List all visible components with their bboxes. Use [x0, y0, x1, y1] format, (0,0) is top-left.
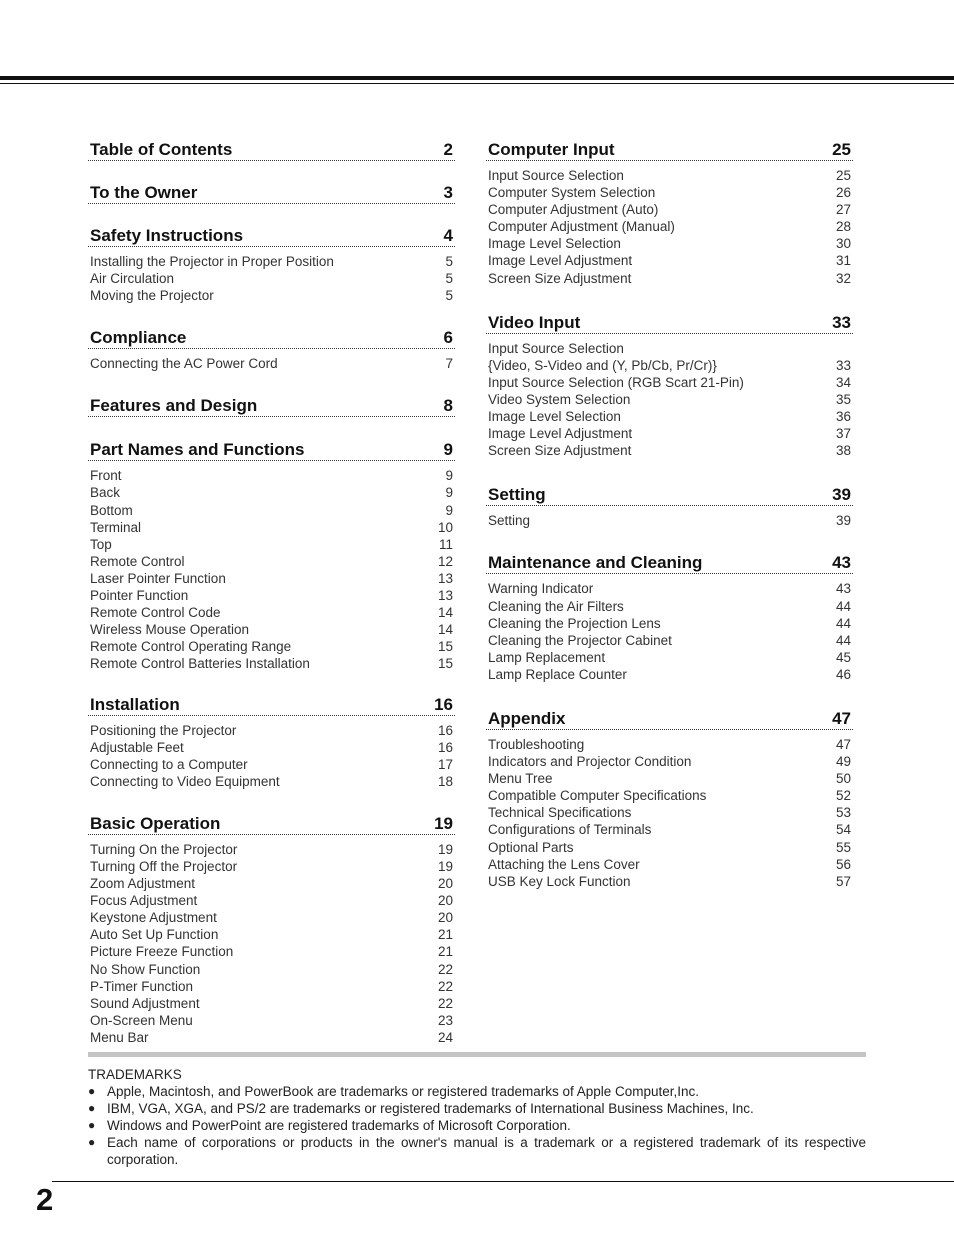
entry-page: 5 — [445, 254, 453, 269]
entry-label: Lamp Replace Counter — [488, 666, 627, 682]
entry-page: 20 — [437, 893, 453, 909]
toc-section-compliance — [88, 324, 455, 372]
toc-entry[interactable] — [90, 253, 453, 270]
toc-entry[interactable] — [488, 270, 851, 287]
entry-label: Adjustable Feet — [90, 739, 184, 755]
toc-section-to-the-owner — [88, 179, 455, 204]
entry-page: 44 — [835, 615, 851, 631]
toc-entry[interactable] — [488, 425, 851, 442]
entry-label: Keystone Adjustment — [90, 910, 217, 926]
toc-entry[interactable] — [488, 770, 851, 787]
header-rule-thin — [0, 83, 954, 84]
trademark-item — [88, 1134, 866, 1168]
toc-entry[interactable] — [488, 753, 851, 770]
section-items — [88, 247, 455, 304]
toc-entry[interactable] — [90, 961, 453, 978]
entry-label: {Video, S-Video and (Y, Pb/Cb, Pr/Cr)} — [488, 357, 717, 373]
toc-entry[interactable] — [488, 804, 851, 821]
toc-section-table-of-contents — [88, 136, 455, 161]
toc-entry[interactable] — [488, 218, 851, 235]
entry-label: Screen Size Adjustment — [488, 443, 632, 459]
toc-entry[interactable] — [488, 580, 851, 597]
toc-entry[interactable] — [488, 512, 851, 529]
section-heading[interactable] — [486, 309, 853, 334]
entry-label: Auto Set Up Function — [90, 927, 219, 943]
toc-entry[interactable] — [90, 502, 453, 519]
entry-label: Air Circulation — [90, 271, 175, 287]
section-heading[interactable] — [88, 179, 455, 204]
entry-label: P-Timer Function — [90, 978, 194, 994]
section-page: 3 — [443, 183, 453, 202]
entry-page: 20 — [437, 910, 453, 926]
entry-label: Indicators and Projector Condition — [488, 754, 692, 770]
section-items — [88, 716, 455, 790]
toc-entry[interactable] — [90, 773, 453, 790]
entry-page: 18 — [437, 773, 453, 789]
entry-page: 11 — [438, 536, 453, 552]
entry-page: 16 — [437, 739, 453, 755]
entry-page: 14 — [437, 622, 453, 638]
toc-entry[interactable] — [488, 235, 851, 252]
toc-entry[interactable] — [90, 858, 453, 875]
entry-page: 15 — [437, 656, 453, 672]
toc-entry[interactable] — [488, 442, 851, 459]
entry-label: Wireless Mouse Operation — [90, 622, 250, 638]
toc-entry[interactable] — [90, 943, 453, 960]
section-title: Table of Contents — [90, 140, 233, 159]
entry-page: 13 — [437, 588, 453, 604]
toc-entry[interactable] — [488, 649, 851, 666]
entry-label: Focus Adjustment — [90, 893, 198, 909]
toc-entry[interactable] — [90, 722, 453, 739]
section-heading[interactable] — [486, 705, 853, 730]
toc-section-safety-instructions — [88, 222, 455, 304]
toc-entry[interactable] — [90, 756, 453, 773]
trademarks-list — [88, 1083, 866, 1168]
entry-page: 45 — [835, 649, 851, 665]
section-page: 33 — [832, 312, 851, 332]
entry-page: 53 — [835, 805, 851, 821]
bullet-icon: ● — [88, 1101, 96, 1115]
trademark-text: Windows and PowerPoint are registered trademarks of Microsoft Corporation. — [107, 1118, 571, 1133]
entry-label: Cleaning the Projection Lens — [488, 615, 661, 631]
entry-label: Top — [90, 536, 112, 552]
section-heading[interactable] — [88, 691, 455, 716]
section-title: Appendix — [488, 708, 566, 728]
entry-page: 34 — [835, 374, 851, 390]
section-heading[interactable] — [88, 324, 455, 349]
section-items — [88, 461, 455, 672]
entry-label: Positioning the Projector — [90, 722, 237, 738]
toc-entry[interactable] — [488, 357, 851, 374]
section-heading[interactable] — [486, 136, 853, 161]
toc-entry[interactable] — [90, 621, 453, 638]
entry-page: 19 — [437, 858, 453, 874]
entry-page: 13 — [437, 570, 453, 586]
toc-entry[interactable] — [90, 926, 453, 943]
entry-label: Optional Parts — [488, 839, 574, 855]
entry-page: 57 — [835, 873, 851, 889]
toc-entry[interactable] — [90, 995, 453, 1012]
toc-section-appendix — [486, 705, 853, 890]
separator-bar — [88, 1052, 866, 1057]
trademarks-title: TRADEMARKS — [88, 1067, 182, 1082]
entry-label: Technical Specifications — [488, 805, 632, 821]
section-page: 43 — [832, 553, 851, 573]
entry-label: Laser Pointer Function — [90, 570, 226, 586]
toc-entry[interactable] — [90, 892, 453, 909]
entry-label: Menu Bar — [90, 1029, 149, 1045]
entry-label: Video System Selection — [488, 391, 631, 407]
entry-label: Cleaning the Air Filters — [488, 598, 624, 614]
toc-entry[interactable] — [90, 1029, 453, 1046]
toc-entry[interactable] — [488, 252, 851, 269]
toc-entry[interactable] — [488, 201, 851, 218]
entry-page: 31 — [835, 253, 851, 269]
entry-label: Remote Control Batteries Installation — [90, 656, 310, 672]
trademark-item — [88, 1100, 866, 1117]
entry-page: 21 — [437, 944, 453, 960]
entry-label: Connecting to Video Equipment — [90, 773, 280, 789]
toc-section-computer-input — [486, 136, 853, 287]
entry-label: Zoom Adjustment — [90, 876, 196, 892]
entry-page: 47 — [835, 736, 851, 752]
section-page: 4 — [443, 226, 453, 245]
entry-page: 33 — [835, 357, 851, 373]
entry-label: Image Level Adjustment — [488, 426, 633, 442]
entry-label: Bottom — [90, 502, 133, 518]
toc-entry[interactable] — [90, 519, 453, 536]
entry-page: 56 — [835, 856, 851, 872]
entry-page: 54 — [835, 822, 851, 838]
page-number: 2 — [36, 1182, 54, 1217]
entry-page: 44 — [835, 598, 851, 614]
entry-label: Input Source Selection — [488, 340, 624, 356]
section-heading[interactable] — [88, 810, 455, 835]
entry-page: 30 — [835, 236, 851, 252]
entry-label: Turning On the Projector — [90, 841, 238, 857]
entry-label: Computer Adjustment (Manual) — [488, 219, 675, 235]
section-page: 19 — [434, 813, 453, 833]
section-title: To the Owner — [90, 183, 198, 202]
toc-entry[interactable] — [90, 978, 453, 995]
entry-label: No Show Function — [90, 961, 201, 977]
entry-page: 10 — [437, 519, 453, 535]
entry-page: 43 — [835, 581, 851, 597]
toc-section-features-and-design — [88, 392, 455, 417]
toc-section-part-names-and-functions — [88, 436, 455, 672]
toc-entry[interactable] — [90, 655, 453, 672]
section-items — [486, 334, 853, 460]
toc-entry[interactable] — [488, 873, 851, 890]
section-title: Part Names and Functions — [90, 440, 305, 460]
entry-page: 28 — [835, 219, 851, 235]
entry-label: Image Level Selection — [488, 236, 621, 252]
toc-entry[interactable] — [488, 787, 851, 804]
section-heading[interactable] — [88, 392, 455, 417]
toc-section-video-input — [486, 309, 853, 460]
entry-label: Back — [90, 485, 121, 501]
section-title: Video Input — [488, 312, 581, 332]
entry-label: Connecting to a Computer — [90, 756, 248, 772]
entry-page: 36 — [835, 409, 851, 425]
entry-page: 39 — [835, 513, 851, 529]
entry-page: 32 — [835, 270, 851, 286]
toc-entry[interactable] — [90, 1012, 453, 1029]
toc-entry[interactable] — [90, 355, 453, 372]
section-heading[interactable] — [486, 481, 853, 506]
toc-entry[interactable] — [488, 391, 851, 408]
entry-label: Front — [90, 468, 122, 484]
entry-label: Pointer Function — [90, 588, 189, 604]
entry-page: 21 — [437, 927, 453, 943]
trademark-text: IBM, VGA, XGA, and PS/2 are trademarks or registered trademarks of International Business Machines, Inc. — [107, 1101, 754, 1116]
trademark-text: Apple, Macintosh, and PowerBook are trademarks or registered trademarks of Apple Computer,Inc. — [107, 1084, 700, 1099]
toc-entry[interactable] — [488, 615, 851, 632]
toc-entry[interactable] — [90, 536, 453, 553]
toc-section-basic-operation — [88, 810, 455, 1046]
entry-label: Image Level Selection — [488, 409, 621, 425]
section-title: Installation — [90, 694, 180, 714]
entry-label: Lamp Replacement — [488, 649, 606, 665]
toc-entry[interactable] — [90, 467, 453, 484]
trademark-text: Each name of corporations or products in the owner's manual is a trademark or a registered trademark of its respective corporation. — [107, 1135, 866, 1167]
entry-page: 26 — [835, 185, 851, 201]
entry-page: 9 — [445, 502, 453, 518]
bullet-icon: ● — [88, 1135, 96, 1149]
section-heading[interactable] — [486, 549, 853, 574]
toc-section-setting — [486, 481, 853, 529]
section-page: 2 — [443, 140, 453, 159]
section-items — [88, 835, 455, 1046]
toc-entry[interactable] — [488, 340, 851, 357]
entry-page: 7 — [445, 356, 453, 372]
toc-left-column — [88, 136, 455, 1046]
toc-entry[interactable] — [488, 821, 851, 838]
toc-entry[interactable] — [488, 408, 851, 425]
toc-entry[interactable] — [488, 856, 851, 873]
entry-label: Warning Indicator — [488, 581, 594, 597]
entry-page: 17 — [437, 756, 453, 772]
entry-page: 22 — [437, 978, 453, 994]
toc-entry[interactable] — [90, 553, 453, 570]
section-page: 47 — [832, 708, 851, 728]
entry-label: Cleaning the Projector Cabinet — [488, 632, 672, 648]
section-title: Features and Design — [90, 396, 258, 416]
entry-label: Moving the Projector — [90, 288, 214, 304]
toc-entry[interactable] — [488, 632, 851, 649]
entry-page: 38 — [835, 443, 851, 459]
entry-label: Remote Control — [90, 553, 185, 569]
section-title: Basic Operation — [90, 813, 221, 833]
entry-page: 5 — [445, 271, 453, 287]
entry-page: 9 — [445, 468, 453, 484]
section-page: 25 — [832, 140, 851, 159]
entry-label: Remote Control Code — [90, 605, 221, 621]
section-title: Maintenance and Cleaning — [488, 553, 703, 573]
bullet-icon: ● — [88, 1118, 96, 1132]
section-items — [486, 161, 853, 287]
entry-page: 22 — [437, 995, 453, 1011]
toc-entry[interactable] — [488, 374, 851, 391]
section-page: 9 — [443, 440, 453, 460]
toc-entry[interactable] — [90, 604, 453, 621]
entry-page: 35 — [835, 391, 851, 407]
entry-page: 44 — [835, 632, 851, 648]
entry-page: 19 — [437, 841, 453, 857]
entry-page: 37 — [835, 426, 851, 442]
entry-label: Configurations of Terminals — [488, 822, 652, 838]
entry-page: 5 — [445, 288, 453, 304]
entry-page: 52 — [835, 788, 851, 804]
entry-label: Terminal — [90, 519, 142, 535]
toc-entry[interactable] — [488, 839, 851, 856]
entry-label: Input Source Selection (RGB Scart 21-Pin) — [488, 374, 744, 390]
entry-label: Menu Tree — [488, 771, 553, 787]
trademark-item — [88, 1117, 866, 1134]
entry-label: Troubleshooting — [488, 736, 585, 752]
entry-label: Picture Freeze Function — [90, 944, 234, 960]
section-title: Compliance — [90, 328, 187, 348]
entry-page: 46 — [835, 666, 851, 682]
entry-label: USB Key Lock Function — [488, 873, 631, 889]
entry-page: 27 — [835, 202, 851, 218]
toc-entry[interactable] — [90, 739, 453, 756]
toc-entry[interactable] — [90, 484, 453, 501]
toc-entry[interactable] — [488, 666, 851, 683]
entry-label: Screen Size Adjustment — [488, 270, 632, 286]
entry-label: Input Source Selection — [488, 168, 624, 183]
entry-label: Turning Off the Projector — [90, 858, 238, 874]
section-items — [486, 574, 853, 683]
trademark-item — [88, 1083, 866, 1100]
toc-section-installation — [88, 691, 455, 790]
entry-page: 16 — [437, 722, 453, 738]
toc-entry[interactable] — [90, 875, 453, 892]
toc-entry[interactable] — [90, 587, 453, 604]
entry-page — [831, 340, 851, 357]
entry-label: Attaching the Lens Cover — [488, 856, 640, 872]
section-page: 16 — [434, 694, 453, 714]
entry-page: 49 — [835, 754, 851, 770]
section-heading[interactable] — [88, 436, 455, 461]
entry-page: 9 — [445, 485, 453, 501]
entry-page: 14 — [437, 605, 453, 621]
header-rule-thick — [0, 76, 954, 80]
entry-label: Remote Control Operating Range — [90, 639, 292, 655]
toc-entry[interactable] — [90, 909, 453, 926]
entry-page: 24 — [437, 1029, 453, 1045]
entry-page: 23 — [437, 1012, 453, 1028]
section-title: Computer Input — [488, 140, 615, 159]
entry-page: 22 — [437, 961, 453, 977]
entry-page: 15 — [437, 639, 453, 655]
toc-entry[interactable] — [488, 598, 851, 615]
footer-rule — [52, 1181, 954, 1182]
section-title: Setting — [488, 485, 546, 505]
toc-entry[interactable] — [488, 184, 851, 201]
entry-page: 50 — [835, 771, 851, 787]
entry-page: 20 — [437, 876, 453, 892]
section-page: 8 — [443, 396, 453, 416]
entry-page: 12 — [437, 553, 453, 569]
toc-entry[interactable] — [488, 167, 851, 184]
section-page: 6 — [443, 328, 453, 348]
bullet-icon: ● — [88, 1084, 96, 1098]
entry-label: Image Level Adjustment — [488, 253, 633, 269]
entry-label: Setting — [488, 513, 531, 529]
trademarks-block — [88, 1066, 866, 1168]
toc-section-maintenance-and-cleaning — [486, 549, 853, 683]
entry-label: Computer Adjustment (Auto) — [488, 202, 659, 218]
section-heading[interactable] — [88, 136, 455, 161]
section-items — [486, 506, 853, 529]
entry-label: Sound Adjustment — [90, 995, 200, 1011]
entry-label: Compatible Computer Specifications — [488, 788, 707, 804]
section-heading[interactable] — [88, 222, 455, 247]
entry-label: Installing the Projector in Proper Position — [90, 254, 334, 269]
section-items — [486, 730, 853, 890]
toc-entry[interactable] — [90, 638, 453, 655]
toc-entry[interactable] — [90, 270, 453, 287]
toc-entry[interactable] — [90, 841, 453, 858]
section-page: 39 — [832, 485, 851, 505]
toc-entry[interactable] — [488, 736, 851, 753]
toc-entry[interactable] — [90, 287, 453, 304]
entry-label: On-Screen Menu — [90, 1012, 193, 1028]
entry-page: 25 — [835, 168, 851, 183]
entry-label: Connecting the AC Power Cord — [90, 356, 278, 372]
entry-page: 55 — [835, 839, 851, 855]
toc-entry[interactable] — [90, 570, 453, 587]
section-title: Safety Instructions — [90, 226, 244, 245]
entry-label: Computer System Selection — [488, 185, 656, 201]
toc-right-column — [486, 136, 853, 890]
section-items — [88, 349, 455, 372]
